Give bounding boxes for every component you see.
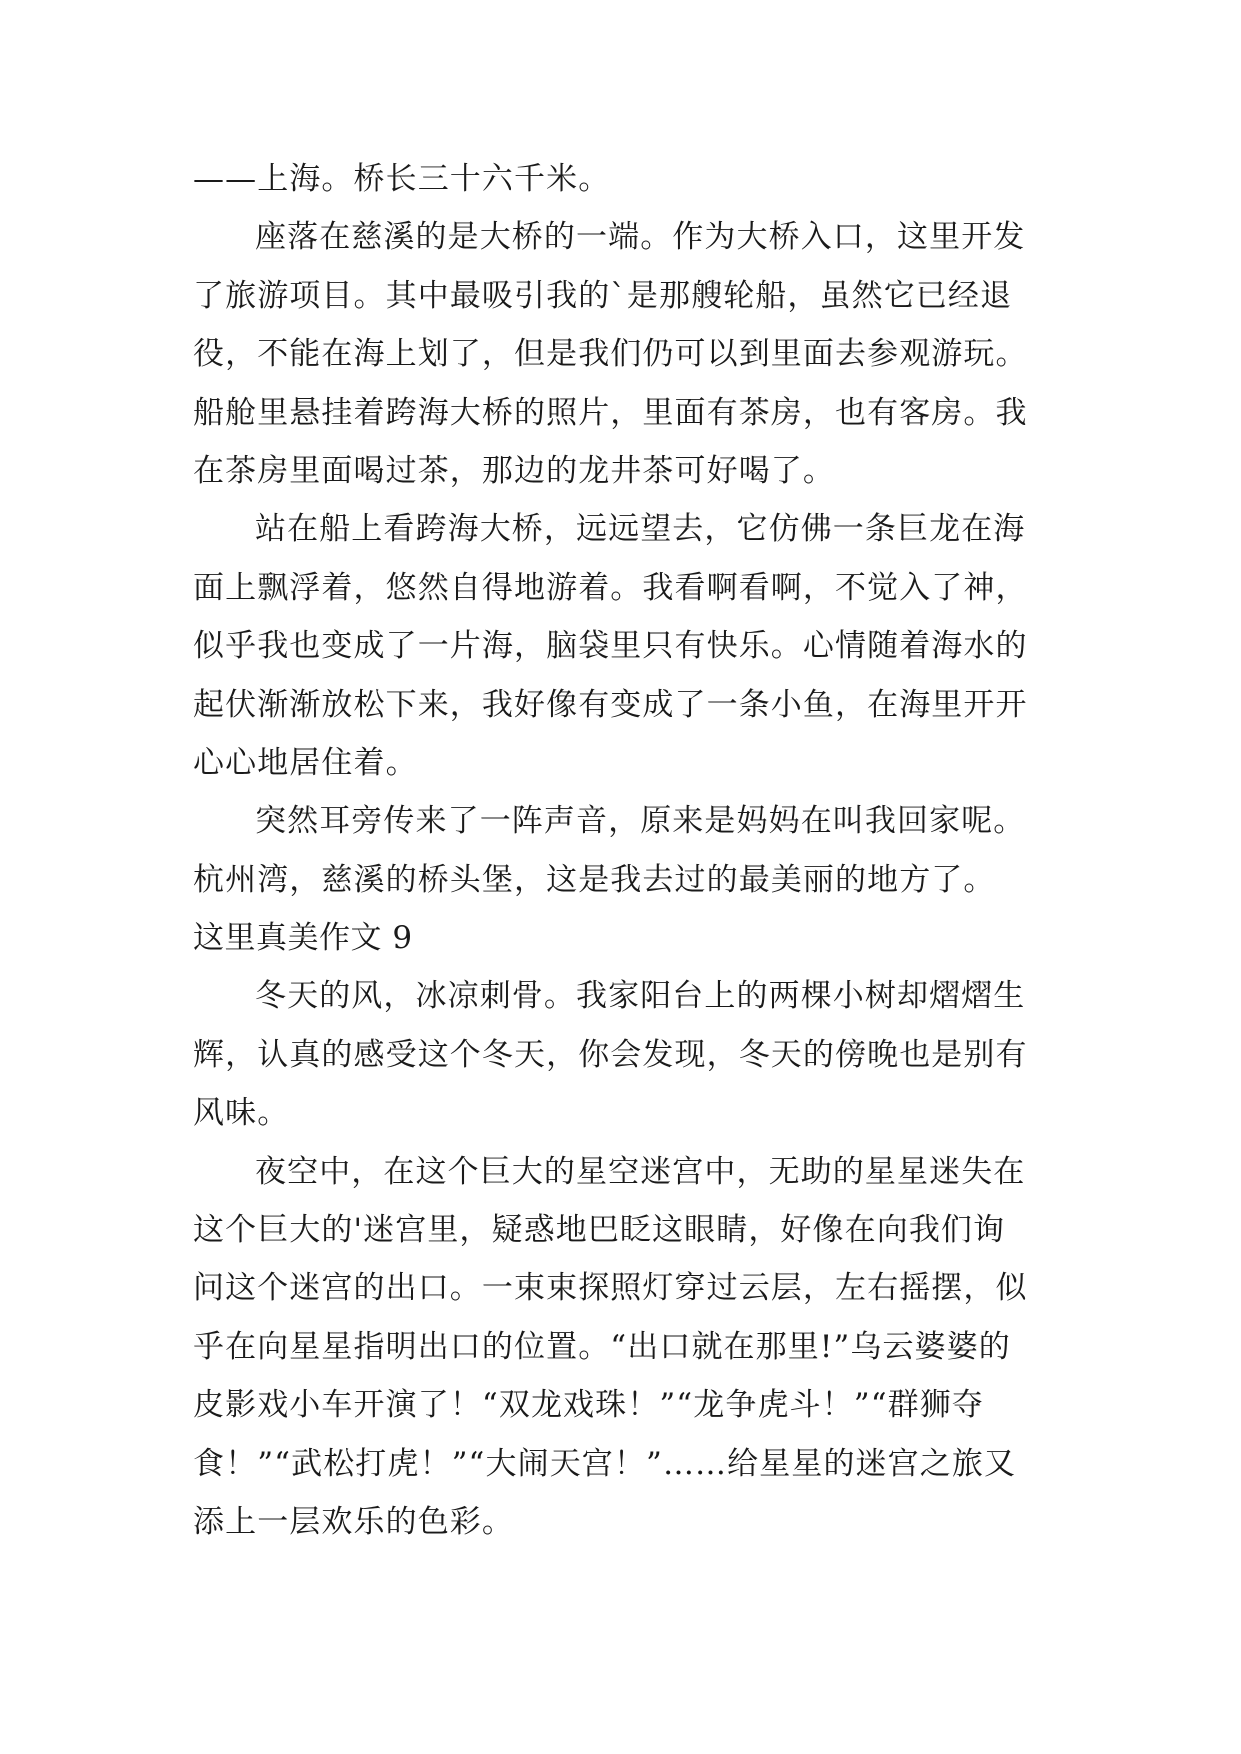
section-heading: 这里真美作文 9 bbox=[193, 920, 413, 957]
text-line: 乎在向星星指明出口的位置。“出口就在那里!”乌云婆婆的 bbox=[193, 1328, 1011, 1365]
text-line: 心心地居住着。 bbox=[193, 744, 418, 781]
text-line: 了旅游项目。其中最吸引我的`是那艘轮船，虽然它已经退 bbox=[193, 277, 1013, 314]
text-line: 杭州湾，慈溪的桥头堡，这是我去过的最美丽的地方了。 bbox=[193, 861, 996, 898]
text-line: 辉，认真的感受这个冬天，你会发现，冬天的傍晚也是别有 bbox=[193, 1036, 1028, 1073]
text-line: 风味。 bbox=[193, 1095, 290, 1132]
paragraph-start-line: 冬天的风，冰凉刺骨。我家阳台上的两棵小树却熠熠生 bbox=[255, 978, 1026, 1015]
text-line: 面上飘浮着，悠然自得地游着。我看啊看啊，不觉入了神， bbox=[193, 569, 1028, 606]
text-line: 在茶房里面喝过茶，那边的龙井茶可好喝了。 bbox=[193, 452, 835, 489]
paragraph-start-line: 站在船上看跨海大桥，远远望去，它仿佛一条巨龙在海 bbox=[255, 511, 1026, 548]
text-line: 起伏渐渐放松下来，我好像有变成了一条小鱼，在海里开开 bbox=[193, 686, 1028, 723]
paragraph-start-line: 夜空中，在这个巨大的星空迷宫中，无助的星星迷失在 bbox=[255, 1153, 1026, 1190]
text-line: 似乎我也变成了一片海，脑袋里只有快乐。心情随着海水的 bbox=[193, 628, 1028, 665]
paragraph-start-line: 突然耳旁传来了一阵声音，原来是妈妈在叫我回家呢。 bbox=[255, 803, 1026, 840]
paragraph-start-line: 座落在慈溪的是大桥的一端。作为大桥入口，这里开发 bbox=[255, 219, 1026, 256]
text-line: 问这个迷宫的出口。一束束探照灯穿过云层，左右摇摆，似 bbox=[193, 1270, 1028, 1307]
text-line: 这个巨大的'迷宫里，疑惑地巴眨这眼睛，好像在向我们询 bbox=[193, 1212, 1006, 1249]
text-line: 添上一层欢乐的色彩。 bbox=[193, 1503, 514, 1540]
text-line: 役，不能在海上划了，但是我们仍可以到里面去参观游玩。 bbox=[193, 336, 1028, 373]
text-line: 船舱里悬挂着跨海大桥的照片，里面有茶房，也有客房。我 bbox=[193, 394, 1028, 431]
document-page bbox=[193, 150, 1063, 1551]
text-line: ——上海。桥长三十六千米。 bbox=[193, 161, 611, 197]
text-line: 食！”“武松打虎！”“大闹天宫！”……给星星的迷宫之旅又 bbox=[193, 1445, 1017, 1482]
text-line: 皮影戏小车开演了！“双龙戏珠！”“龙争虎斗！”“群狮夺 bbox=[193, 1387, 984, 1424]
